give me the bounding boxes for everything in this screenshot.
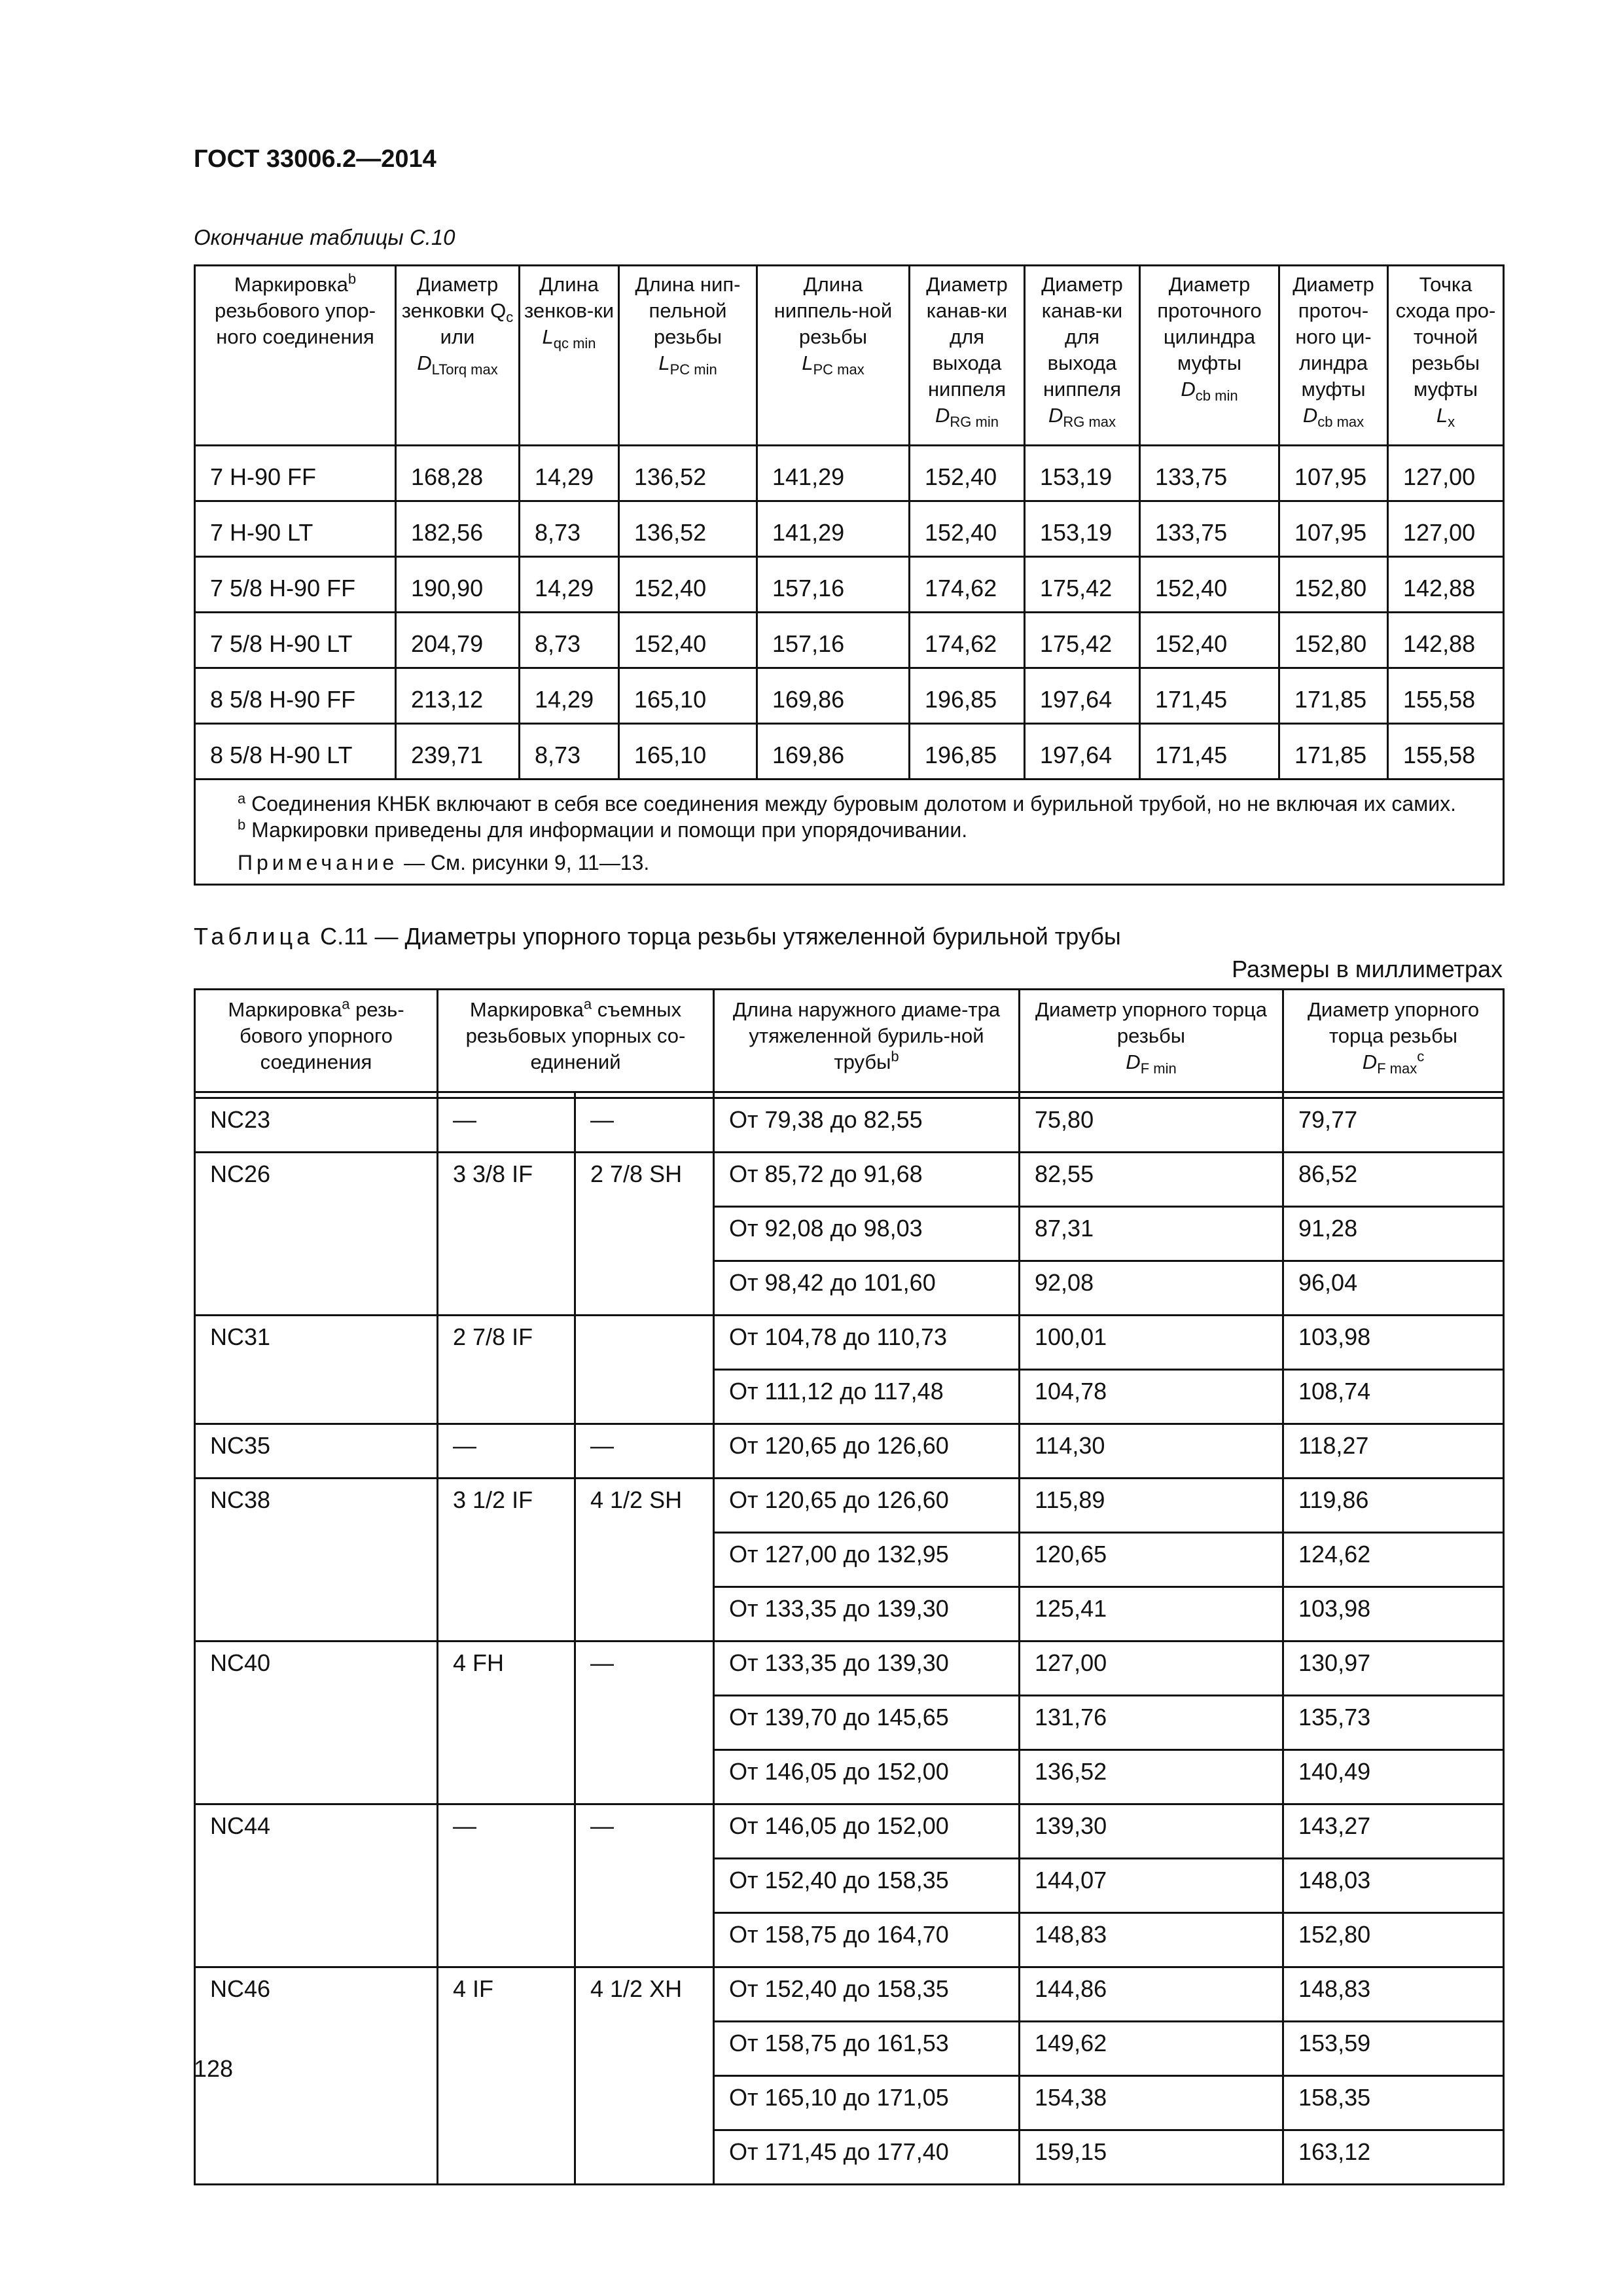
table-cell: 141,29 bbox=[757, 501, 910, 557]
table-cell: 120,65 bbox=[1020, 1533, 1283, 1587]
column-header-text: Маркировка bbox=[228, 998, 342, 1021]
table-cell: 8 5/8 H-90 FF bbox=[195, 668, 396, 724]
header-separator bbox=[195, 1092, 1504, 1098]
subscript: RG max bbox=[1063, 414, 1116, 431]
alt-mark-1: — bbox=[438, 1098, 575, 1153]
table-cell: 87,31 bbox=[1020, 1207, 1283, 1261]
footnote-b bbox=[209, 817, 1489, 843]
column-symbol bbox=[1028, 403, 1136, 429]
alt-mark-2: — bbox=[575, 1641, 714, 1804]
table-cell: 175,42 bbox=[1025, 557, 1140, 613]
table-cell: 7 5/8 H-90 LT bbox=[195, 613, 396, 668]
table-cell: 131,76 bbox=[1020, 1696, 1283, 1750]
table-row bbox=[195, 1641, 1504, 1696]
table-cell: 108,74 bbox=[1283, 1370, 1504, 1424]
symbol-letter: D bbox=[935, 404, 950, 427]
table-header-row bbox=[195, 266, 1504, 446]
alt-mark-2: 4 1/2 SH bbox=[575, 1479, 714, 1641]
table-c10 bbox=[194, 264, 1505, 886]
column-header bbox=[396, 266, 520, 446]
table-cell: 169,86 bbox=[757, 724, 910, 780]
table-cell: 152,80 bbox=[1283, 1913, 1504, 1967]
table-cell: 8,73 bbox=[520, 613, 619, 668]
column-header bbox=[1279, 266, 1388, 446]
symbol-letter: L bbox=[658, 351, 670, 374]
table-cell: 124,62 bbox=[1283, 1533, 1504, 1587]
table-row bbox=[195, 501, 1504, 557]
column-header-text: резь-бового упорного соединения bbox=[240, 998, 404, 1073]
column-header bbox=[195, 990, 438, 1092]
table-cell: 157,16 bbox=[757, 613, 910, 668]
table-cell: 107,95 bbox=[1279, 501, 1388, 557]
table-cell: 139,30 bbox=[1020, 1804, 1283, 1859]
table-cell: 152,40 bbox=[619, 557, 757, 613]
superscript: b bbox=[348, 270, 357, 287]
table-cell: 144,07 bbox=[1020, 1859, 1283, 1913]
table-cell: 174,62 bbox=[910, 613, 1025, 668]
subscript: PC min bbox=[669, 361, 717, 378]
column-header bbox=[1283, 990, 1504, 1092]
table-cell: 8,73 bbox=[520, 501, 619, 557]
table-cell: 152,80 bbox=[1279, 557, 1388, 613]
subscript: cb min bbox=[1195, 387, 1238, 404]
separator-cell bbox=[1283, 1092, 1504, 1098]
separator-cell bbox=[714, 1092, 1020, 1098]
column-symbol bbox=[622, 350, 753, 376]
subscript: RG min bbox=[950, 414, 999, 431]
column-header-text: Диаметр канав-ки для выхода ниппеля bbox=[1041, 273, 1123, 401]
table-row bbox=[195, 668, 1504, 724]
alt-mark-1: 2 7/8 IF bbox=[438, 1316, 575, 1424]
footnote-mark: a bbox=[238, 790, 246, 807]
table-cell: 152,80 bbox=[1279, 613, 1388, 668]
symbol-letter: D bbox=[1362, 1050, 1378, 1073]
table-cell: 133,75 bbox=[1140, 446, 1279, 501]
table-cell: 142,88 bbox=[1388, 557, 1504, 613]
table-cell: 213,12 bbox=[396, 668, 520, 724]
table-note bbox=[209, 850, 1489, 876]
column-header bbox=[520, 266, 619, 446]
table-cell: 171,85 bbox=[1279, 724, 1388, 780]
table-cell: 152,40 bbox=[910, 501, 1025, 557]
subscript: x bbox=[1448, 414, 1455, 431]
table-cell: 153,19 bbox=[1025, 501, 1140, 557]
table-cell: 155,58 bbox=[1388, 668, 1504, 724]
table-cell: 115,89 bbox=[1020, 1479, 1283, 1533]
alt-mark-2: 2 7/8 SH bbox=[575, 1153, 714, 1316]
table-cell: 14,29 bbox=[520, 446, 619, 501]
column-header-text: Диаметр упорного торца резьбы bbox=[1035, 998, 1268, 1047]
symbol-letter: L bbox=[802, 351, 813, 374]
separator-cell bbox=[438, 1092, 575, 1098]
table-c11 bbox=[194, 988, 1505, 2185]
table-cell: 239,71 bbox=[396, 724, 520, 780]
column-header-text: Длина зенков-ки bbox=[524, 273, 615, 322]
subscript: c bbox=[506, 309, 514, 326]
table-cell: 136,52 bbox=[1020, 1750, 1283, 1804]
column-header-text: Диаметр упорного торца резьбы bbox=[1307, 998, 1480, 1047]
table-cell: От 120,65 до 126,60 bbox=[714, 1479, 1020, 1533]
table-cell: 154,38 bbox=[1020, 2076, 1283, 2130]
table-cell: 7 H-90 FF bbox=[195, 446, 396, 501]
table-cell: От 158,75 до 161,53 bbox=[714, 2022, 1020, 2076]
table-notes bbox=[195, 780, 1504, 885]
connection-mark: NC26 bbox=[195, 1153, 438, 1316]
table-cell: От 133,35 до 139,30 bbox=[714, 1641, 1020, 1696]
alt-mark-1: 4 FH bbox=[438, 1641, 575, 1804]
table-cell: От 133,35 до 139,30 bbox=[714, 1587, 1020, 1641]
table-cell: 103,98 bbox=[1283, 1587, 1504, 1641]
column-header bbox=[438, 990, 714, 1092]
table-cell: От 152,40 до 158,35 bbox=[714, 1859, 1020, 1913]
column-header bbox=[757, 266, 910, 446]
symbol-letter: D bbox=[1181, 378, 1196, 401]
column-symbol bbox=[523, 324, 615, 350]
table-cell: 197,64 bbox=[1025, 668, 1140, 724]
table-cell: 103,98 bbox=[1283, 1316, 1504, 1370]
table-cell: 82,55 bbox=[1020, 1153, 1283, 1207]
note-label: Примечание bbox=[238, 851, 399, 874]
table-notes-row bbox=[195, 780, 1504, 885]
table-cell: 127,00 bbox=[1388, 501, 1504, 557]
table-cell: 153,19 bbox=[1025, 446, 1140, 501]
subscript: F min bbox=[1140, 1060, 1177, 1077]
table-cell: 143,27 bbox=[1283, 1804, 1504, 1859]
column-header-text: Диаметр проточного цилиндра муфты bbox=[1157, 273, 1262, 374]
table-cell: 7 5/8 H-90 FF bbox=[195, 557, 396, 613]
column-header-text: Длина наружного диаме-тра утяжеленной буриль-ной трубы bbox=[732, 998, 1001, 1073]
table-cell: 104,78 bbox=[1020, 1370, 1283, 1424]
alt-mark-2: — bbox=[575, 1424, 714, 1479]
table-cell: 168,28 bbox=[396, 446, 520, 501]
table-cell: От 146,05 до 152,00 bbox=[714, 1804, 1020, 1859]
table-cell: 169,86 bbox=[757, 668, 910, 724]
symbol-letter: D bbox=[417, 351, 432, 374]
column-symbol bbox=[913, 403, 1021, 429]
symbol-letter: L bbox=[542, 325, 554, 348]
connection-mark: NC38 bbox=[195, 1479, 438, 1641]
column-header-text: Длина ниппель-ной резьбы bbox=[774, 273, 893, 348]
alt-mark-1: — bbox=[438, 1424, 575, 1479]
table-cell: 7 H-90 LT bbox=[195, 501, 396, 557]
table-cell: От 92,08 до 98,03 bbox=[714, 1207, 1020, 1261]
column-header bbox=[619, 266, 757, 446]
table-cell: 135,73 bbox=[1283, 1696, 1504, 1750]
table-cell: От 139,70 до 145,65 bbox=[714, 1696, 1020, 1750]
table-cell: 163,12 bbox=[1283, 2130, 1504, 2185]
table-row bbox=[195, 1424, 1504, 1479]
table-row bbox=[195, 1316, 1504, 1370]
table-row bbox=[195, 446, 1504, 501]
table-cell: 142,88 bbox=[1388, 613, 1504, 668]
column-header-text: Диаметр канав-ки для выхода ниппеля bbox=[926, 273, 1008, 401]
separator-cell bbox=[575, 1092, 714, 1098]
column-header bbox=[1140, 266, 1279, 446]
table-cell: От 104,78 до 110,73 bbox=[714, 1316, 1020, 1370]
table-cell: 159,15 bbox=[1020, 2130, 1283, 2185]
table-cell: 152,40 bbox=[619, 613, 757, 668]
table-cell: 165,10 bbox=[619, 668, 757, 724]
table-cell: От 152,40 до 158,35 bbox=[714, 1967, 1020, 2022]
table-cell: 127,00 bbox=[1020, 1641, 1283, 1696]
table-cell: 114,30 bbox=[1020, 1424, 1283, 1479]
table-cell: 148,03 bbox=[1283, 1859, 1504, 1913]
table-cell: 174,62 bbox=[910, 557, 1025, 613]
subscript: LTorq max bbox=[431, 361, 498, 378]
separator-cell bbox=[195, 1092, 438, 1098]
table-row bbox=[195, 557, 1504, 613]
column-symbol bbox=[1283, 403, 1384, 429]
table-cell: 175,42 bbox=[1025, 613, 1140, 668]
table-cell: От 120,65 до 126,60 bbox=[714, 1424, 1020, 1479]
column-symbol bbox=[1143, 376, 1275, 403]
table-cell: 182,56 bbox=[396, 501, 520, 557]
table-cell: 196,85 bbox=[910, 724, 1025, 780]
table-cell: От 85,72 до 91,68 bbox=[714, 1153, 1020, 1207]
table-cell: 14,29 bbox=[520, 668, 619, 724]
symbol-letter: D bbox=[1048, 404, 1063, 427]
symbol-letter: L bbox=[1436, 404, 1448, 427]
table-cell: 171,45 bbox=[1140, 724, 1279, 780]
column-header-text: съемных резьбовых упорных со-единений bbox=[465, 998, 686, 1073]
table-cell: От 111,12 до 117,48 bbox=[714, 1370, 1020, 1424]
table-cell: 204,79 bbox=[396, 613, 520, 668]
table-cell: От 79,38 до 82,55 bbox=[714, 1098, 1020, 1153]
superscript: a bbox=[342, 996, 350, 1013]
connection-mark: NC23 bbox=[195, 1098, 438, 1153]
table-cell: 141,29 bbox=[757, 446, 910, 501]
table-cell: 133,75 bbox=[1140, 501, 1279, 557]
table-cell: 197,64 bbox=[1025, 724, 1140, 780]
symbol-letter: D bbox=[1302, 404, 1318, 427]
table-row bbox=[195, 1967, 1504, 2022]
footnote-a bbox=[209, 791, 1489, 817]
alt-mark-1: 3 1/2 IF bbox=[438, 1479, 575, 1641]
table-cell: От 98,42 до 101,60 bbox=[714, 1261, 1020, 1316]
table-row bbox=[195, 1479, 1504, 1533]
alt-mark-2: — bbox=[575, 1098, 714, 1153]
table-cell: 152,40 bbox=[1140, 557, 1279, 613]
column-header-text: Маркировка bbox=[469, 998, 584, 1021]
table-row bbox=[195, 724, 1504, 780]
table-cell: 130,97 bbox=[1283, 1641, 1504, 1696]
alt-mark-2: — bbox=[575, 1804, 714, 1967]
subscript: F max bbox=[1377, 1060, 1418, 1077]
table-cell: 144,86 bbox=[1020, 1967, 1283, 2022]
table-cell: 148,83 bbox=[1020, 1913, 1283, 1967]
alt-mark-1: 4 IF bbox=[438, 1967, 575, 2185]
table-cell: 8,73 bbox=[520, 724, 619, 780]
table-cell: 148,83 bbox=[1283, 1967, 1504, 2022]
table-c11-units: Размеры в миллиметрах bbox=[1232, 956, 1503, 982]
column-header bbox=[1388, 266, 1504, 446]
table-cell: От 171,45 до 177,40 bbox=[714, 2130, 1020, 2185]
symbol-letter: D bbox=[1126, 1050, 1141, 1073]
column-header-text: или bbox=[440, 325, 475, 348]
table-cell: 157,16 bbox=[757, 557, 910, 613]
table-cell: От 146,05 до 152,00 bbox=[714, 1750, 1020, 1804]
table-cell: От 127,00 до 132,95 bbox=[714, 1533, 1020, 1587]
column-header-text: Диаметр зенковки bbox=[401, 273, 499, 322]
superscript: c bbox=[1417, 1048, 1425, 1065]
table-cell: 155,58 bbox=[1388, 724, 1504, 780]
table-cell: 91,28 bbox=[1283, 1207, 1504, 1261]
table-cell: От 165,10 до 171,05 bbox=[714, 2076, 1020, 2130]
table-cell: 190,90 bbox=[396, 557, 520, 613]
column-header-text: Длина нип-пельной резьбы bbox=[635, 273, 741, 348]
table-cell: 96,04 bbox=[1283, 1261, 1504, 1316]
table-cell: 153,59 bbox=[1283, 2022, 1504, 2076]
table-cell: 127,00 bbox=[1388, 446, 1504, 501]
table-header-row bbox=[195, 990, 1504, 1092]
column-header-text: резьбового упор-ного соединения bbox=[214, 299, 376, 348]
table-cell: 92,08 bbox=[1020, 1261, 1283, 1316]
table-cell: 136,52 bbox=[619, 446, 757, 501]
footnote-mark: b bbox=[238, 816, 246, 833]
table-cell: 118,27 bbox=[1283, 1424, 1504, 1479]
alt-mark-2: 4 1/2 XH bbox=[575, 1967, 714, 2185]
table-row bbox=[195, 1804, 1504, 1859]
subscript: cb max bbox=[1317, 414, 1364, 431]
connection-mark: NC40 bbox=[195, 1641, 438, 1804]
table-cell: 152,40 bbox=[1140, 613, 1279, 668]
alt-mark-1: 3 3/8 IF bbox=[438, 1153, 575, 1316]
table-cell: 171,85 bbox=[1279, 668, 1388, 724]
table-cell: 158,35 bbox=[1283, 2076, 1504, 2130]
column-header-text: Диаметр проточ-ного ци-линдра муфты bbox=[1293, 273, 1374, 401]
table-cell: 149,62 bbox=[1020, 2022, 1283, 2076]
note-text: — См. рисунки 9, 11—13. bbox=[404, 851, 650, 874]
column-symbol bbox=[760, 350, 906, 376]
connection-mark: NC46 bbox=[195, 1967, 438, 2185]
table-cell: 165,10 bbox=[619, 724, 757, 780]
column-header bbox=[910, 266, 1025, 446]
connection-mark: NC35 bbox=[195, 1424, 438, 1479]
column-header-text: Маркировка bbox=[234, 273, 348, 296]
footnote-text: Маркировки приведены для информации и помощи при упорядочивании. bbox=[251, 818, 968, 842]
table-row bbox=[195, 613, 1504, 668]
table-cell: 171,45 bbox=[1140, 668, 1279, 724]
table-c10-caption: Окончание таблицы С.10 bbox=[194, 225, 455, 249]
table-cell: 75,80 bbox=[1020, 1098, 1283, 1153]
table-cell: 119,86 bbox=[1283, 1479, 1504, 1533]
table-cell: 196,85 bbox=[910, 668, 1025, 724]
column-header bbox=[714, 990, 1020, 1092]
separator-cell bbox=[1020, 1092, 1283, 1098]
column-header-text: Точка схода про-точной резьбы муфты bbox=[1395, 273, 1496, 401]
table-cell: 152,40 bbox=[910, 446, 1025, 501]
table-cell: От 158,75 до 164,70 bbox=[714, 1913, 1020, 1967]
subscript: PC max bbox=[813, 361, 865, 378]
page-number: 128 bbox=[194, 2055, 234, 2082]
table-row bbox=[195, 1153, 1504, 1207]
subscript: qc min bbox=[553, 335, 596, 352]
column-header bbox=[1020, 990, 1283, 1092]
table-cell: 140,49 bbox=[1283, 1750, 1504, 1804]
column-symbol bbox=[1391, 403, 1500, 429]
table-cell: 100,01 bbox=[1020, 1316, 1283, 1370]
table-cell: 136,52 bbox=[619, 501, 757, 557]
connection-mark: NC31 bbox=[195, 1316, 438, 1424]
table-cell: 107,95 bbox=[1279, 446, 1388, 501]
column-header bbox=[195, 266, 396, 446]
footnote-text: Соединения КНБК включают в себя все соединения между буровым долотом и бурильной трубой, но не включая их самих. bbox=[251, 792, 1456, 816]
connection-mark: NC44 bbox=[195, 1804, 438, 1967]
alt-mark-1: — bbox=[438, 1804, 575, 1967]
superscript: b bbox=[891, 1048, 899, 1065]
table-cell: 125,41 bbox=[1020, 1587, 1283, 1641]
table-row bbox=[195, 1098, 1504, 1153]
alt-mark-2 bbox=[575, 1316, 714, 1424]
table-cell: 8 5/8 H-90 LT bbox=[195, 724, 396, 780]
table-cell: 79,77 bbox=[1283, 1098, 1504, 1153]
superscript: a bbox=[583, 996, 592, 1013]
table-cell: 14,29 bbox=[520, 557, 619, 613]
table-c11-title: Таблица С.11 — Диаметры упорного торца резьбы утяжеленной бурильной трубы bbox=[194, 923, 1121, 950]
column-header-text: Q bbox=[490, 299, 507, 322]
document-id: ГОСТ 33006.2—2014 bbox=[194, 145, 437, 173]
table-cell: 86,52 bbox=[1283, 1153, 1504, 1207]
column-header bbox=[1025, 266, 1140, 446]
column-symbol bbox=[399, 350, 516, 376]
